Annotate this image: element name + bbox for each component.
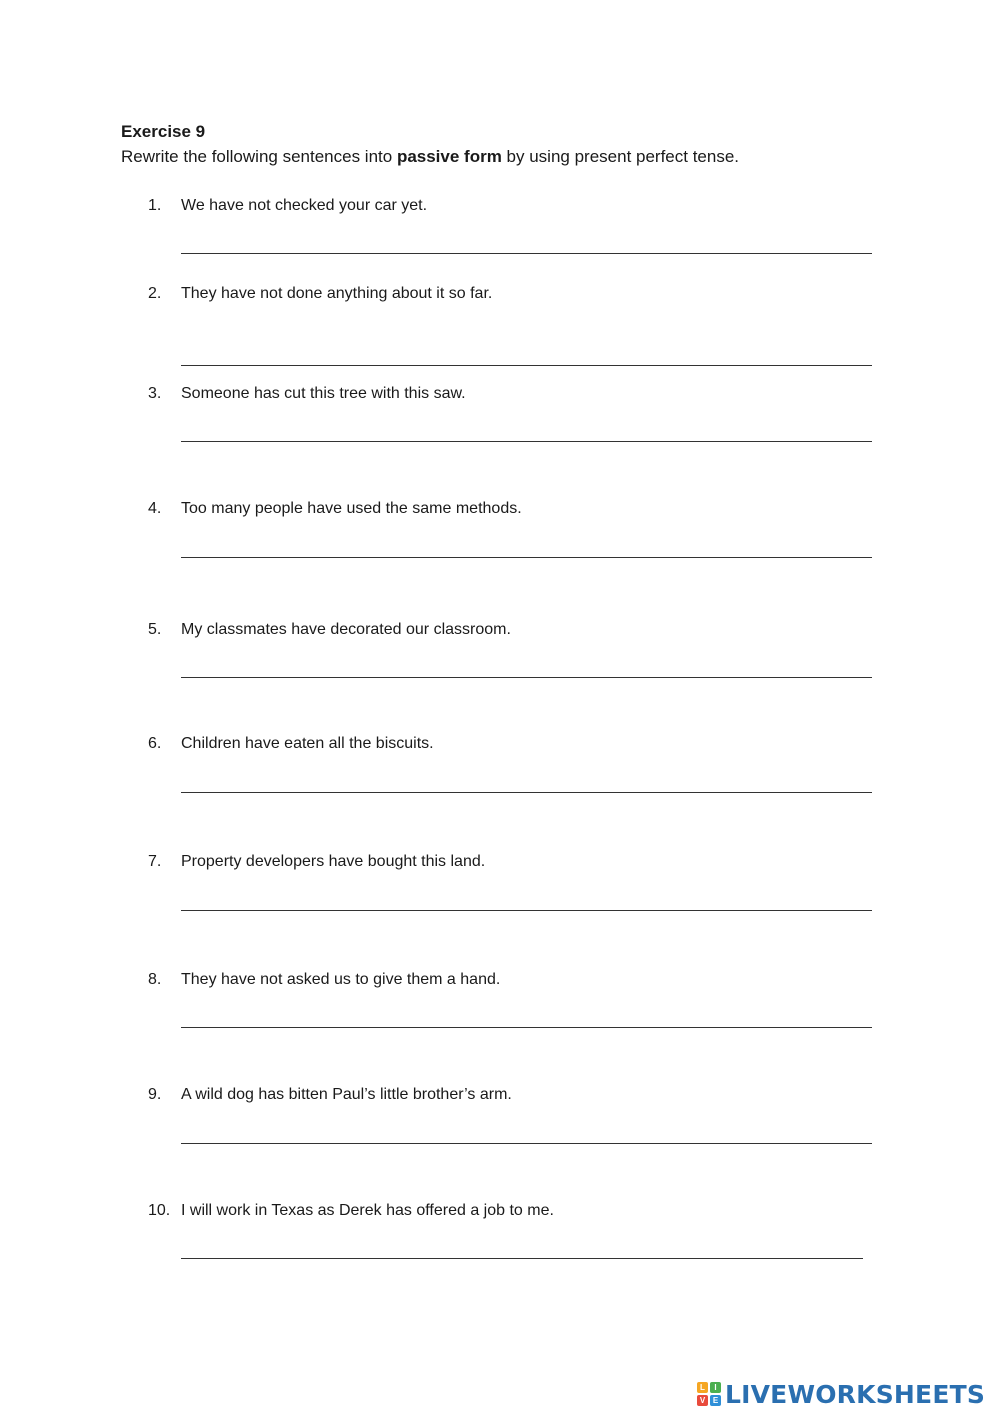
question-text: Someone has cut this tree with this saw. [181,385,466,402]
logo-mark-tile: L [697,1382,708,1393]
question-8 [148,971,888,991]
answer-line-9[interactable] [181,1143,872,1144]
question-text: A wild dog has bitten Paul’s little brother’s arm. [181,1086,512,1103]
question-number: 9. [148,1086,162,1103]
answer-line-7[interactable] [181,910,872,911]
question-2 [148,285,888,305]
question-text: My classmates have decorated our classroom. [181,621,511,638]
answer-line-8[interactable] [181,1027,872,1028]
answer-line-6[interactable] [181,792,872,793]
question-1 [148,197,888,217]
question-text: Property developers have bought this land. [181,853,486,870]
question-number: 8. [148,971,162,988]
logo-text: LIVEWORKSHEETS [725,1379,986,1409]
question-text: We have not checked your car yet. [181,197,428,214]
logo-mark-tile: E [710,1395,721,1406]
answer-line-5[interactable] [181,677,872,678]
instruction-text [121,147,739,167]
instruction-before: Rewrite the following sentences into [121,147,397,166]
question-7 [148,853,888,873]
answer-line-10[interactable] [181,1258,863,1259]
instruction-bold: passive form [396,147,502,166]
logo-mark-icon [697,1382,721,1406]
question-text: They have not asked us to give them a hand. [181,971,501,988]
question-4 [148,500,888,520]
instruction-after: by using present perfect tense. [501,147,740,166]
question-10 [148,1202,888,1222]
answer-line-3[interactable] [181,441,872,442]
question-number: 10. [148,1202,171,1219]
question-number: 3. [148,385,162,402]
answer-line-4[interactable] [181,557,872,558]
question-text: I will work in Texas as Derek has offered a job to me. [181,1202,554,1219]
question-5 [148,621,888,641]
question-text: Too many people have used the same methods. [181,500,522,517]
question-9 [148,1086,888,1106]
question-number: 5. [148,621,162,638]
question-text: Children have eaten all the biscuits. [181,735,434,752]
answer-line-1[interactable] [181,253,872,254]
exercise-title: Exercise 9 [121,122,206,141]
question-number: 2. [148,285,162,302]
logo-mark-tile: V [697,1395,708,1406]
question-number: 4. [148,500,162,517]
question-text: They have not done anything about it so far. [181,285,493,302]
question-number: 7. [148,853,162,870]
question-6 [148,735,888,755]
question-number: 6. [148,735,162,752]
question-number: 1. [148,197,162,214]
logo-mark-tile: I [710,1382,721,1393]
liveworksheets-logo [697,1380,985,1408]
answer-line-2[interactable] [181,365,872,366]
question-3 [148,385,888,405]
